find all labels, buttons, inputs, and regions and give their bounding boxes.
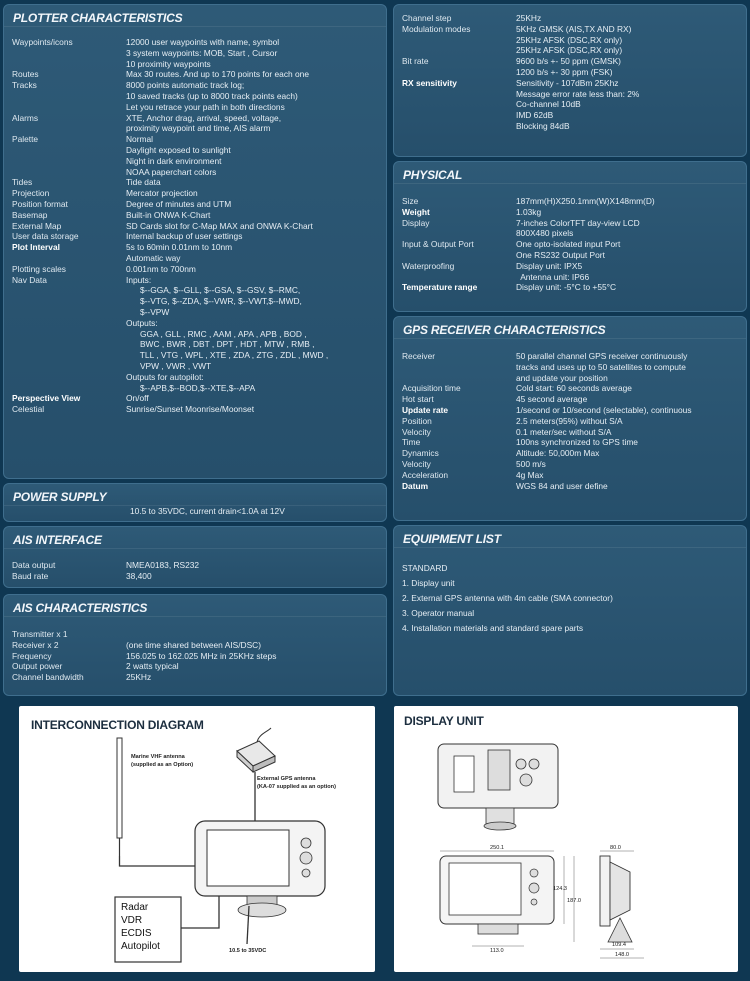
display-unit-drawing (394, 706, 738, 972)
spec-label: External Map (12, 220, 62, 231)
spec-value (126, 80, 298, 112)
spec-value (126, 113, 281, 135)
spec-value (126, 672, 151, 683)
spec-value-line: NOAA paperchart colors (126, 166, 217, 177)
spec-label: Position format (12, 198, 68, 209)
spec-value-line: WGS 84 and user define (516, 480, 608, 491)
spec-value-line: 5KHz GMSK (AIS,TX AND RX) (516, 23, 632, 34)
spec-row (394, 196, 746, 207)
physical-title: PHYSICAL (394, 162, 746, 184)
spec-value-line: Automatic way (126, 252, 181, 263)
gps-label-1: External GPS antenna (257, 776, 316, 782)
dim-depth: 80.0 (610, 845, 621, 851)
spec-value (126, 37, 279, 69)
spec-row (4, 231, 386, 242)
spec-row (4, 571, 386, 582)
dim-height: 124.3 (553, 886, 567, 892)
spec-value-line: tracks and uses up to 50 satellites to compute (516, 361, 686, 372)
spec-label: Transmitter x 1 (12, 629, 68, 639)
device-autopilot: Autopilot (121, 941, 160, 952)
spec-value (516, 470, 543, 481)
spec-row (4, 393, 386, 404)
spec-value-line: Outputs: (126, 317, 158, 328)
spec-label: Baud rate (12, 570, 49, 581)
spec-row (394, 394, 746, 405)
spec-value-line: proximity waypoint and time, AIS alarm (126, 123, 271, 134)
spec-value (126, 221, 313, 232)
ais-interface-panel (3, 526, 387, 588)
spec-value-line: 9600 b/s +- 50 ppm (GMSK) (516, 56, 621, 67)
dim-base3: 148.0 (615, 952, 629, 958)
spec-value-line: 156.025 to 162.025 MHz in 25KHz steps (126, 650, 277, 661)
spec-value-line: 800X480 pixels (516, 228, 574, 239)
plotter-rows (4, 37, 386, 415)
spec-label: Acquisition time (402, 383, 461, 394)
spec-value (126, 231, 242, 242)
physical-panel (393, 161, 747, 312)
spec-value (126, 571, 152, 582)
spec-value-line: $--APB,$--BOD,$--XTE,$--APA (126, 382, 256, 393)
spec-row (394, 261, 746, 283)
spec-value (516, 13, 541, 24)
spec-value-line: Sensitivity - 107dBm 25Khz (516, 77, 619, 88)
spec-value-line: Normal (126, 134, 153, 145)
equipment-item: 1. Display unit (402, 578, 455, 588)
spec-value-line: 100ns synchronized to GPS time (516, 437, 638, 448)
spec-label: Update rate (402, 404, 449, 415)
spec-value-line: and update your position (516, 372, 608, 383)
spec-row (4, 134, 386, 177)
dim-width: 250.1 (490, 845, 504, 851)
spec-row (394, 383, 746, 394)
display-unit-title: DISPLAY UNIT (404, 714, 484, 728)
spec-label: Plotting scales (12, 263, 66, 274)
spec-value-line: GGA , GLL , RMC , AAM , APA , APB , BOD , (126, 328, 307, 339)
spec-value (516, 24, 631, 56)
spec-label: Velocity (402, 426, 431, 437)
spec-value (126, 242, 232, 264)
spec-value-line: Display unit: -5°C to +55°C (516, 282, 617, 293)
device-radar: Radar (121, 902, 149, 913)
spec-value-line: Altitude: 50,000m Max (516, 448, 600, 459)
spec-row (394, 416, 746, 427)
gps-label-2: (KA-07 supplied as an option) (257, 784, 336, 790)
front-view-icon (440, 851, 574, 946)
spec-value-line: $--VTG, $--ZDA, $--VWR, $--VWT,$--MWD, (126, 296, 302, 307)
spec-row (394, 351, 746, 383)
spec-row (4, 210, 386, 221)
spec-value-line: Display unit: IPX5 (516, 260, 583, 271)
spec-label: Channel bandwidth (12, 672, 84, 683)
radio-panel (393, 4, 747, 157)
spec-value-line: 2 watts typical (126, 661, 179, 672)
spec-value-line: Tide data (126, 177, 161, 188)
radio-rows (394, 13, 746, 132)
spec-value-line: BWC , BWR , DBT , DPT , HDT , MTW , RMB , (126, 339, 315, 350)
spec-row (4, 560, 386, 571)
spec-value-line: 50 parallel channel GPS receiver continuously (516, 351, 688, 361)
spec-label: Data output (12, 560, 56, 570)
spec-value (516, 448, 599, 459)
spec-value-line: 4g Max (516, 469, 544, 480)
spec-value-line: Sunrise/Sunset Moonrise/Moonset (126, 404, 255, 415)
spec-value-line: Outputs for autopilot: (126, 371, 204, 382)
spec-value-line: Antenna unit: IP66 (516, 271, 590, 282)
interconnection-drawing (19, 706, 375, 972)
equipment-items (402, 578, 613, 638)
spec-value-line: Internal backup of user settings (126, 231, 243, 242)
spec-row (394, 24, 746, 56)
spec-value-line: 25KHz (126, 672, 152, 683)
spec-label: Frequency (12, 650, 52, 661)
spec-label: Alarms (12, 112, 39, 123)
spec-label: Weight (402, 206, 430, 217)
spec-row (4, 199, 386, 210)
spec-row (4, 275, 386, 394)
equipment-title: EQUIPMENT LIST (394, 526, 746, 548)
equipment-subtitle: STANDARD (402, 563, 448, 573)
spec-value (516, 416, 623, 427)
spec-label: Tides (12, 177, 33, 188)
spec-label: Celestial (12, 404, 45, 415)
spec-label: Time (402, 437, 421, 448)
spec-label: Input & Output Port (402, 239, 474, 250)
spec-value (516, 427, 611, 438)
spec-label: Size (402, 196, 419, 206)
spec-label: Velocity (402, 458, 431, 469)
spec-value-line: One RS232 Output Port (516, 249, 605, 260)
spec-value-line: 0.001nm to 700nm (126, 263, 196, 274)
spec-value-line: 25KHz AFSK (DSC,RX only) (516, 34, 623, 45)
spec-value-line: Inputs: (126, 274, 152, 285)
spec-value-line: (one time shared between AIS/DSC) (126, 639, 261, 650)
spec-value (516, 239, 620, 261)
plotter-title: PLOTTER CHARACTERISTICS (4, 5, 386, 27)
spec-value-line: IMD 62dB (516, 110, 554, 121)
spec-value (516, 78, 639, 132)
spec-value-line: 500 m/s (516, 458, 546, 469)
spec-label: Receiver (402, 351, 436, 361)
spec-value (516, 56, 621, 78)
spec-label: RX sensitivity (402, 77, 457, 88)
spec-row (394, 218, 746, 240)
spec-value (126, 651, 276, 662)
spec-label: Bit rate (402, 56, 429, 67)
spec-value (516, 459, 546, 470)
spec-row (4, 37, 386, 69)
dim-base2: 109.4 (612, 942, 626, 948)
spec-value (126, 199, 231, 210)
spec-row (4, 177, 386, 188)
spec-value-line: $--VPW (126, 306, 170, 317)
spec-value-line: 1.03kg (516, 206, 542, 217)
spec-label: Nav Data (12, 274, 47, 285)
spec-label: Waypoints/icons (12, 37, 73, 47)
spec-value-line: 0.1 meter/sec without S/A (516, 426, 612, 437)
spec-value (126, 661, 179, 672)
spec-value-line: 25KHz AFSK (DSC,RX only) (516, 45, 623, 56)
power-text: 10.5 to 35VDC, current drain<1.0A at 12V (130, 506, 285, 516)
spec-value-line: 10 proximity waypoints (126, 58, 211, 69)
spec-value-line: Mercator projection (126, 188, 198, 199)
ais-char-title: AIS CHARACTERISTICS (4, 595, 386, 617)
equipment-item: 3. Operator manual (402, 608, 475, 618)
spec-row (4, 80, 386, 112)
spec-row (4, 672, 386, 683)
spec-label: Projection (12, 188, 50, 199)
spec-row (394, 239, 746, 261)
spec-label: Palette (12, 134, 39, 145)
interconnection-diagram (19, 706, 375, 972)
spec-value-line: 2.5 meters(95%) without S/A (516, 415, 623, 426)
spec-value-line: 25KHz (516, 13, 542, 23)
equipment-item: 4. Installation materials and standard spare parts (402, 623, 584, 633)
spec-value (126, 393, 149, 404)
spec-value (516, 207, 541, 218)
display-unit-svg (394, 706, 738, 972)
spec-value-line: 5s to 60min 0.01nm to 10nm (126, 242, 233, 253)
spec-value-line: $--GGA, $--GLL, $--GSA, $--GSV, $--RMC, (126, 285, 301, 296)
spec-row (394, 459, 746, 470)
spec-value-line: Message error rate less than: 2% (516, 88, 640, 99)
spec-label: Tracks (12, 80, 37, 91)
ais-interface-title: AIS INTERFACE (4, 527, 386, 549)
spec-row (394, 448, 746, 459)
spec-row (394, 56, 746, 78)
spec-value (516, 282, 616, 293)
spec-label: Dynamics (402, 448, 439, 459)
spec-label: Routes (12, 69, 39, 80)
rear-view-icon (438, 744, 558, 830)
spec-value-line: Built-in ONWA K-Chart (126, 209, 211, 220)
spec-value (516, 394, 587, 405)
physical-rows (394, 196, 746, 293)
spec-row (394, 13, 746, 24)
spec-label: Waterproofing (402, 260, 455, 271)
spec-row (4, 640, 386, 651)
spec-value (516, 196, 655, 207)
spec-label: User data storage (12, 231, 79, 242)
spec-label: Temperature range (402, 282, 478, 293)
display-unit-icon (195, 821, 325, 917)
spec-row (394, 282, 746, 293)
spec-value-line: SD Cards slot for C-Map MAX and ONWA K-Chart (126, 220, 313, 231)
equipment-item: 2. External GPS antenna with 4m cable (SMA connector) (402, 593, 613, 603)
spec-label: Basemap (12, 209, 48, 220)
spec-value (126, 560, 199, 571)
ais-interface-rows (4, 560, 386, 582)
spec-label: Channel step (402, 13, 452, 23)
spec-label: Perspective View (12, 393, 81, 404)
spec-row (394, 470, 746, 481)
spec-label: Plot Interval (12, 242, 60, 253)
spec-value (516, 383, 632, 394)
spec-label: Modulation modes (402, 23, 471, 34)
ais-char-panel (3, 594, 387, 696)
spec-row (394, 78, 746, 132)
power-label: 10.5 to 35VDC (229, 948, 267, 954)
spec-label: Hot start (402, 394, 434, 405)
dim-height2: 187.0 (567, 898, 581, 904)
plotter-panel (3, 4, 387, 479)
dim-base: 113.0 (490, 948, 504, 954)
spec-value-line: TLL , VTG , WPL , XTE , ZDA , ZTG , ZDL , MWD , (126, 350, 329, 361)
spec-value (126, 69, 309, 80)
spec-row (4, 113, 386, 135)
spec-value (516, 351, 687, 383)
spec-row (4, 221, 386, 232)
spec-value-line: Cold start: 60 seconds average (516, 383, 632, 394)
spec-value-line: 38,400 (126, 570, 152, 581)
spec-value (126, 275, 328, 394)
power-title: POWER SUPPLY (4, 484, 386, 506)
spec-row (394, 207, 746, 218)
spec-row (4, 69, 386, 80)
vhf-antenna-icon (117, 738, 122, 856)
spec-value (126, 210, 210, 221)
spec-value (126, 264, 196, 275)
spec-value-line: 10 saved tracks (up to 8000 track points each) (126, 90, 298, 101)
device-ecdis: ECDIS (121, 928, 152, 939)
spec-value-line: 187mm(H)X250.1mm(W)X148mm(D) (516, 196, 655, 206)
ais-char-rows (4, 629, 386, 683)
vhf-label-1: Marine VHF antenna (131, 754, 185, 760)
spec-value (516, 405, 692, 416)
spec-label: Output power (12, 661, 63, 672)
equipment-panel (393, 525, 747, 696)
spec-value-line: 45 second average (516, 394, 588, 405)
interconnection-title: INTERCONNECTION DIAGRAM (31, 718, 204, 732)
spec-row (4, 264, 386, 275)
gps-antenna-icon (237, 728, 275, 772)
spec-value (126, 404, 254, 415)
vhf-label-2: (supplied as an Option) (131, 762, 194, 768)
spec-value-line: 3 system waypoints: MOB, Start , Cursor (126, 47, 278, 58)
spec-value-line: 8000 points automatic track log; (126, 80, 245, 91)
device-vdr: VDR (121, 915, 143, 926)
spec-value-line: Let you retrace your path in both directions (126, 101, 285, 112)
spec-value-line: 7-inches ColorTFT day-view LCD (516, 217, 640, 228)
spec-label: Datum (402, 480, 429, 491)
spec-row (4, 661, 386, 672)
spec-label: Acceleration (402, 469, 449, 480)
spec-value (126, 188, 198, 199)
spec-row (4, 651, 386, 662)
spec-value-line: On/off (126, 393, 149, 404)
spec-value-line: 1/second or 10/second (selectable), continuous (516, 404, 692, 415)
spec-row (394, 481, 746, 492)
gps-rows (394, 351, 746, 491)
spec-value-line: 12000 user waypoints with name, symbol (126, 37, 280, 47)
spec-value-line: XTE, Anchor drag, arrival, speed, voltage, (126, 112, 282, 123)
spec-row (394, 437, 746, 448)
spec-label: Position (402, 415, 432, 426)
spec-row (394, 427, 746, 438)
spec-value (126, 640, 261, 651)
gps-title: GPS RECEIVER CHARACTERISTICS (394, 317, 746, 339)
spec-value-line: VPW , VWR , VWT (126, 360, 212, 371)
spec-label: Display (402, 217, 430, 228)
spec-value-line: Blocking 84dB (516, 120, 570, 131)
spec-row (4, 242, 386, 264)
spec-value-line: Night in dark environment (126, 155, 222, 166)
spec-value (516, 437, 638, 448)
spec-value-line: 1200 b/s +- 30 ppm (FSK) (516, 66, 613, 77)
spec-value (516, 218, 640, 240)
spec-row (394, 405, 746, 416)
power-panel (3, 483, 387, 522)
spec-row (4, 188, 386, 199)
spec-value-line: One opto-isolated input Port (516, 239, 621, 250)
spec-label: Receiver x 2 (12, 639, 59, 650)
spec-row (4, 629, 386, 640)
spec-value-line: Max 30 routes. And up to 170 points for each one (126, 69, 309, 80)
spec-value-line: Daylight exposed to sunlight (126, 144, 231, 155)
spec-value (126, 134, 231, 177)
spec-value-line: Co-channel 10dB (516, 99, 581, 110)
spec-value (516, 481, 608, 492)
gps-panel (393, 316, 747, 521)
spec-value-line: NMEA0183, RS232 (126, 560, 200, 570)
spec-value (516, 261, 589, 283)
spec-row (4, 404, 386, 415)
spec-value-line: Degree of minutes and UTM (126, 198, 232, 209)
spec-value (126, 177, 161, 188)
